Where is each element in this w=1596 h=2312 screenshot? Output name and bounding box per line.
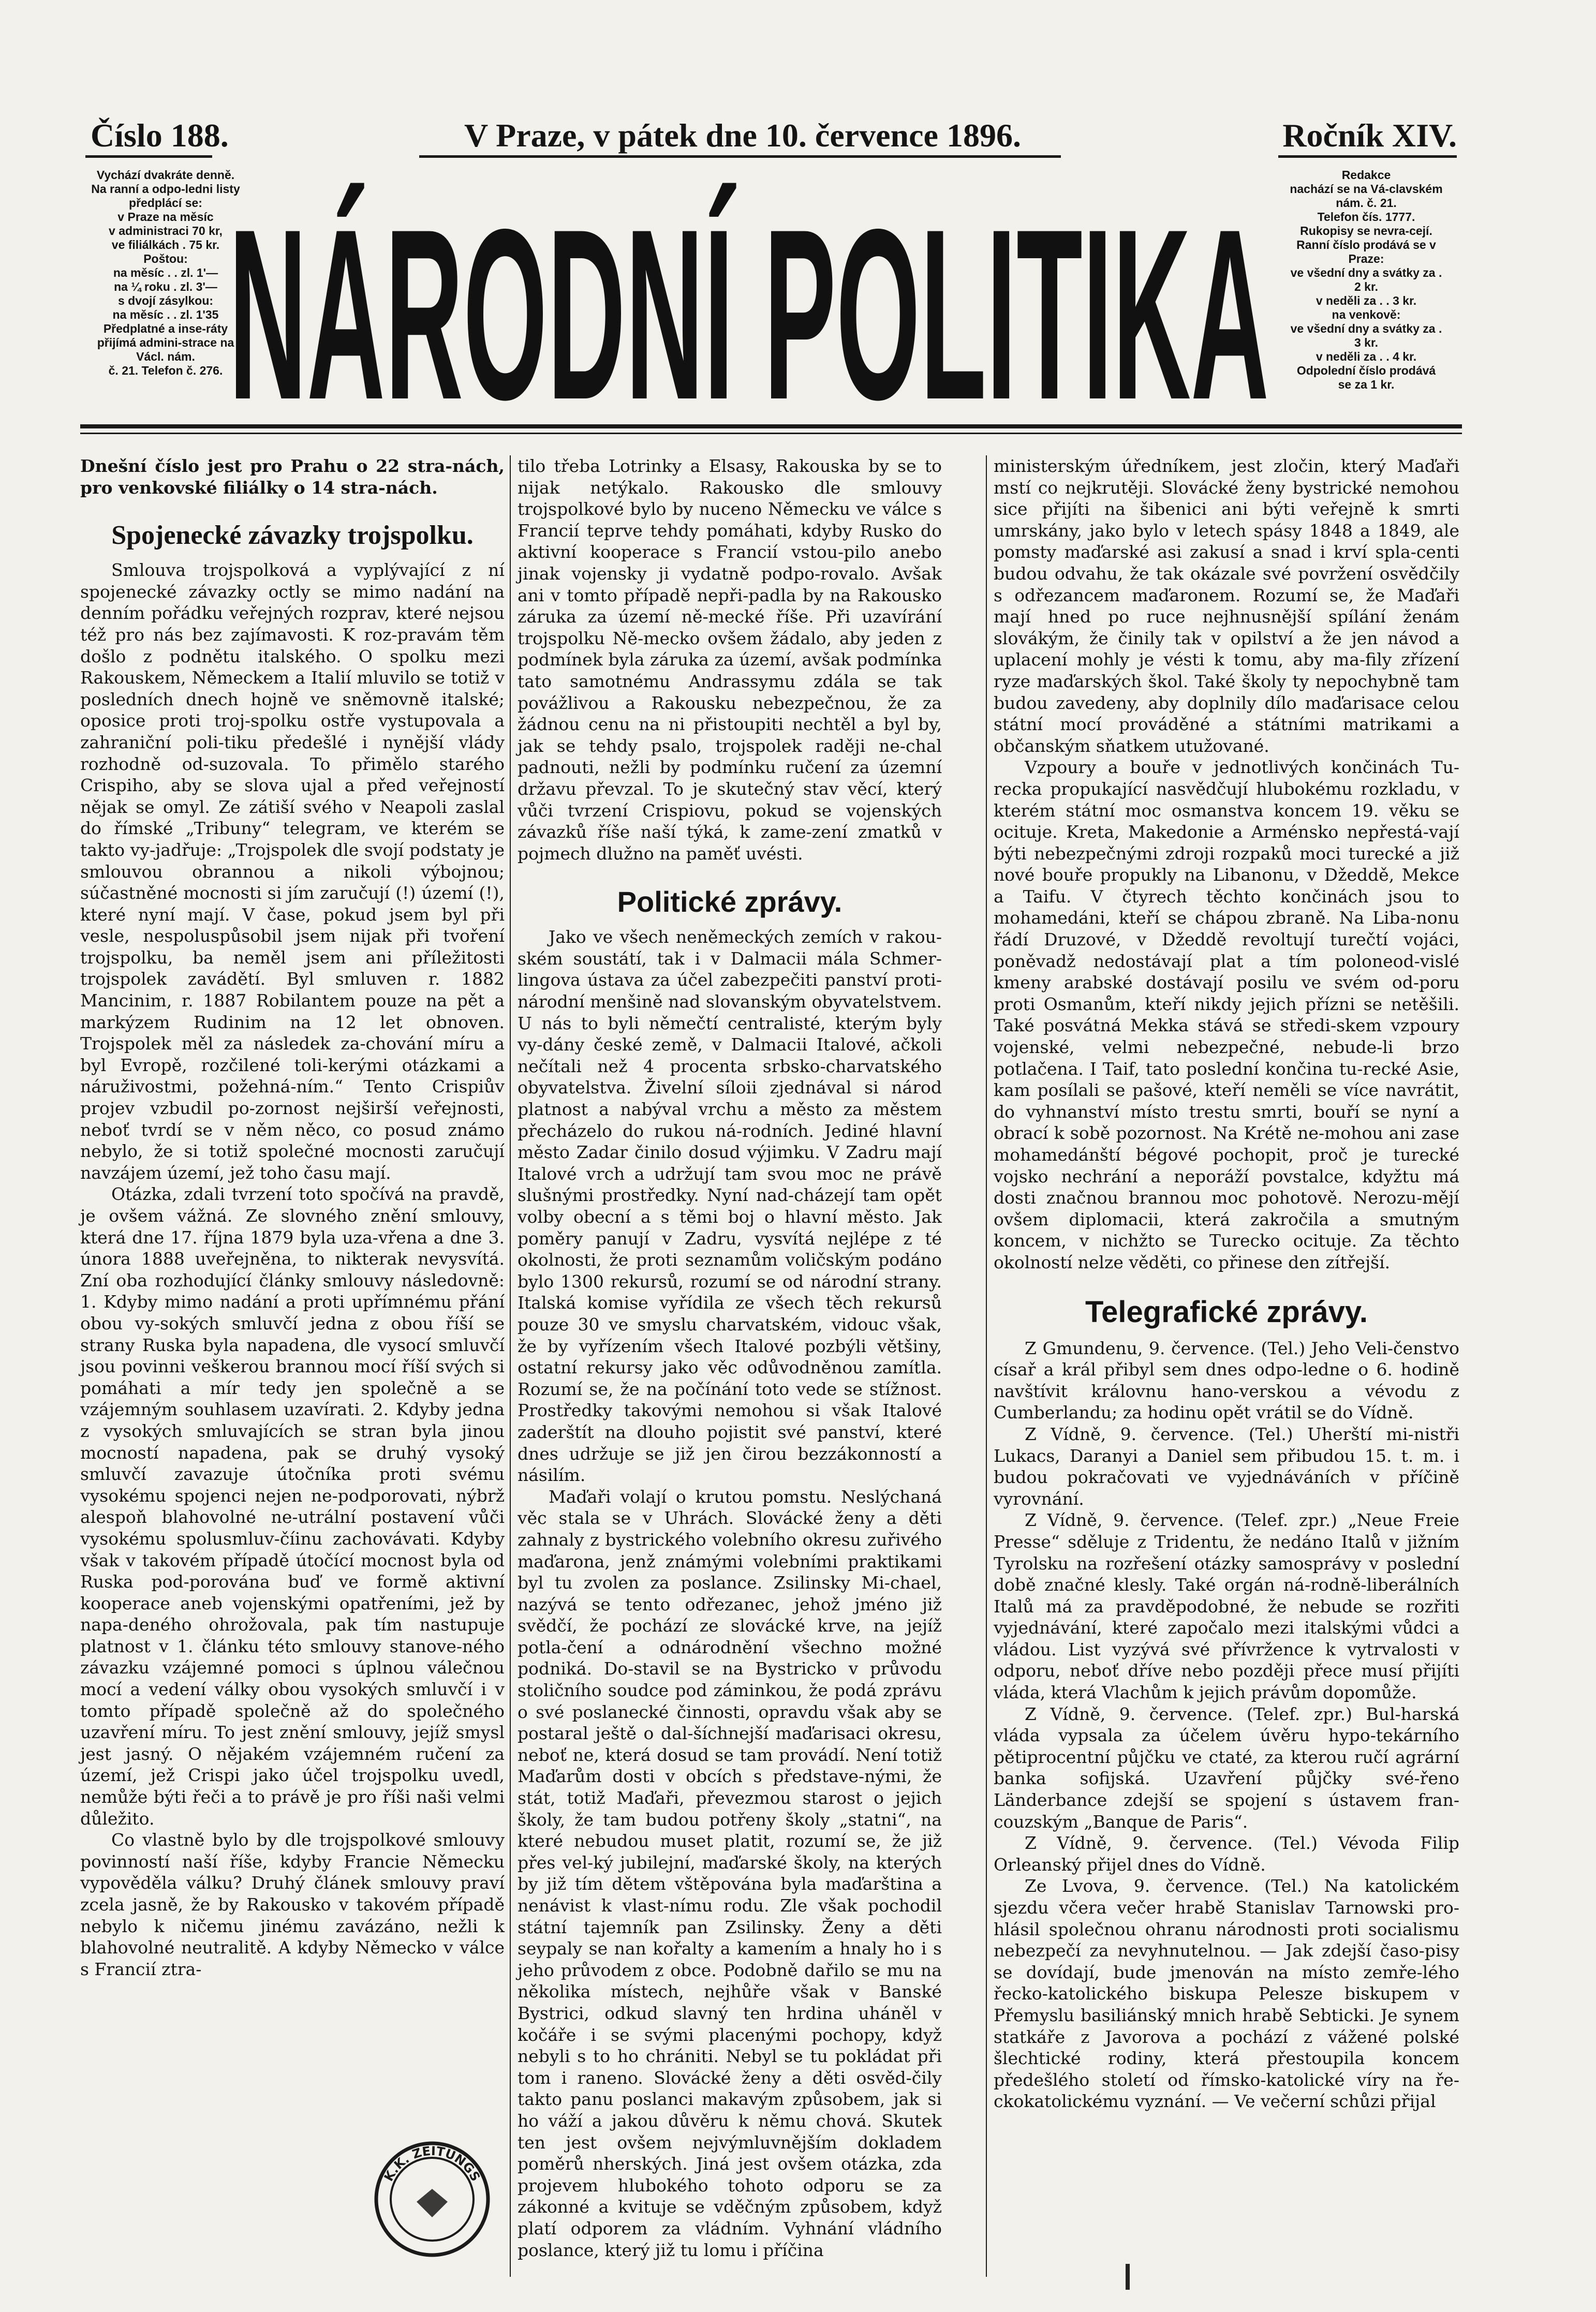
column-2 — [518, 455, 942, 2261]
article-heading-triple-alliance: Spojenecké závazky trojspolku. — [111, 521, 474, 551]
section-heading-telegraphic-news: Telegrafické zprávy. — [1085, 1295, 1368, 1329]
news-paragraph: ministerským úředníkem, jest zločin, který Maďaři mstí co nejkrutěji. Slovácké ženy bystrické nemohou sice přijíti na šibenici ani býti veřejně k smrti umrskány, jako bylo v letech spásy 1848 a 1849, ale pomsty maďarské asi zakusí a snad i krví spla-centi budou odvahu, že tak okázale své povržení osvědčily s odřezancem maďaronem. Rozumí se, že Maďaři mají hned po ruce nejhnusnější spílání ženám slovákým, že činily tak v opilství a že jen návod a uplacení mohly je vésti k tomu, aby ma-fily zřízení ryze maďarských škol. Také školy ty nepochybně tam budou zavedeny, aby doplnily dílo maďarisace celou státní mocí prováděné a státními matrikami a občanským sňatkem utužované. — [994, 456, 1459, 756]
header-rule-left — [85, 155, 212, 158]
masthead-double-rule-top — [80, 424, 1462, 428]
header-rule-right — [1278, 155, 1457, 158]
news-paragraph: Vzpoury a bouře v jednotlivých končinách Tu-recka propukající nasvědčují hlubokému rozkladu, v kterém státní moc osmanstva koncem 19. věku se ocituje. Kreta, Makedonie a Arménsko nepřestá-vají býti nebezpečnými zdroji rozpaků moci turecké a již nové bouře propukly na Libanonu, v Džeddě, Mekce a Taifu. V čtyrech těchto končinách jsou to mohamedáni, kteří se chápou zbraně. Na Liba-nonu řádí Druzové, v Džeddě revoltují turečtí vojáci, poněvadž nedostávají plat a tím poloneod-vislé kmeny arabské dostávají posilu ve svém od-poru proti Osmanům, kteří nikdy jejich přízni se netěšili. Také posvátná Mekka stává se středi-skem vzpoury vojenské, velmi nebezpečné, nebude-li brzo potlačena. I Taif, tato poslední končina tu-recké Asie, kam posílali se pašové, kteří neměli se více navrátit, do vyhnanství místo trestu smrti, bouří se nyní a obrací k sobě pozornost. Na Krétě ne-mohou ani zase mohamedánští bégové pochopit, proč je turecké vojsko nechrání a neporáží povstalce, kdyžtu má dosti značnou brannou moc pohotově. Nerozu-mějí ovšem diplomacii, která zakročila a smutným koncem, v nichžto se Turecko ocituje. Za těchto okolností nelze věděti, co přinese den zítřejší. — [994, 757, 1459, 1272]
volume-number: Ročník XIV. — [1282, 117, 1457, 154]
telegram-paragraph: Z Vídně, 9. července. (Tel.) Uherští mi-nistři Lukacs, Daranyi a Daniel sem přibudou 15. t. m. i budou pokračovati ve vyjednáváních v příčině vyrovnání. — [994, 1424, 1459, 1509]
library-stamp — [373, 2140, 492, 2259]
article-paragraph: Otázka, zdali tvrzení toto spočívá na pravdě, je ovšem vážná. Ze slovného znění smlouvy, která dne 17. října 1879 byla uza-vřena a dne 3. února 1888 uveřejněna, to nikterak nevysvítá. Zní oba rozhodující články smlouvy následovně: 1. Kdyby mimo nadání a proti upřímnému přání obou vy-sokých smluvčí jedna z obou říší se strany Ruska byla napadena, dle vysocí smluvčí jsou povinni veškerou brannou mocí říší svých si pomáhati a mír tedy jen společně a se vzájemným souhlasem uzavírati. 2. Kdyby jedna z vysokých smluvajících se stran byla jinou mocností napadena, pak se druhý vysoký smluvčí zavazuje útočníka proti svému vysokému spojenci nejen ne-podporovati, nýbrž alespoň blahovolné ne-utrální postavení vůči vysokému spolusmluv-číinu zachovávati. Kdyby však v takovém případě útočící mocnost byla od Ruska pod-porována buď ve formě aktivní kooperace aneb vojenskými opatřeními, jež by napa-deného ohrožovala, pak tím nastupuje platnost v 1. článku této smlouvy stanove-ného závazku vzájemné pomoci s úplnou válečnou mocí a vedení války obou vysokých smluvčí i v tomto případě společně až do společného uzavření míru. To jest znění smlouvy, jejíž smysl jest jasný. O nějakém vzájemném ručení za území, jež Crispi jako účel trojspolku uvedl, nemůže býti řeči a to právě je pro říši naši velmi důležito. — [80, 1184, 505, 1829]
print-mark — [1126, 2264, 1130, 2290]
svg-text:K.K. ZEITUNGS — [381, 2144, 483, 2184]
article-paragraph: Co vlastně bylo by dle trojspolkové smlouvy povinností naší říše, kdyby Francie Německu vypověděla válku? Druhý článek smlouvy praví zcela jasně, že by Rakousko v takovém případě nebylo k ničemu jinému zavázáno, nežli k blahovolné neutralitě. A kdyby Německo v válce s Francií ztra- — [80, 1830, 505, 1979]
column-rule-2 — [986, 455, 987, 2277]
masthead-text: NÁRODNÍ POLITIKA — [229, 179, 1269, 411]
page-count-notice: Dnešní číslo jest pro Prahu o 22 strа-nách, pro venkovské filiálky o 14 stra-nách. — [80, 456, 505, 498]
editorial-info: Redakce nachází se na Vá-clavském nám. č. 21. Telefon čís. 1777. Rukopisy se nevra-cejí. Ranní číslo prodává se v Praze: ve všední dny a svátky za . 2 kr. v neděli za . . 3 kr. na venkově: ve všední dny a svátky za . 3 kr. v neděli za . . 4 kr. Odpolední číslo prodává se za 1 kr. — [1290, 168, 1443, 391]
masthead-double-rule-bottom — [80, 433, 1462, 434]
header-rule-center — [419, 155, 1061, 158]
masthead-title — [220, 168, 1278, 411]
stamp-text: K.K. ZEITUNGS — [381, 2143, 483, 2184]
subscription-info: Vychází dvakráte denně. Na ranní a odpo-ledni listy předplácí se: v Praze na měsíc v administraci 70 kr, ve filiálkách . 75 kr. Poštou: na měsíc . . zl. 1'— na ¼ roku . zl. 3'— s dvojí zásylkou: na měsíc . . zl. 1'35 Předplatné a inse-ráty přijímá admini-strace na Václ. nám. č. 21. Telefon č. 276. — [91, 168, 240, 377]
telegram-paragraph: Z Gmundenu, 9. července. (Tel.) Jeho Veli-čenstvo císař a král přibyl sem dnes odpo-ledne o 6. hodině navštívit královnu hano-verskou a vévodu z Cumberlandu; za hodinu opět vrátil se do Vídně. — [994, 1338, 1459, 1423]
telegram-paragraph: Ze Lvova, 9. července. (Tel.) Na katolickém sjezdu včera večer hrabě Stanislav Tarnowski pro-hlásil společnou ohranu národnosti proti socialismu nebezpečí za nevyhnutelnou. — Jak zdejší časo-pisy se dovídají, bude jmenován na místo zemře-lého řecko-katolického biskupa Pelesze biskupem v Přemyslu basiliánský mnich hrabě Sebticki. Je synem statkáře z Javorova a pochází z vážené polské šlechtické rodiny, která přestoupila koncem předešlého století od římsko-katolické víry na ře-ckokatolickému vyznání. — Ve večerní schůzi přijal — [994, 1876, 1459, 2112]
column-1 — [80, 455, 505, 1980]
column-3 — [994, 455, 1459, 2112]
column-rule-1 — [510, 455, 511, 2277]
telegram-paragraph: Z Vídně, 9. července. (Tel.) Vévoda Filip Orleanský přijel dnes do Vídně. — [994, 1833, 1459, 1875]
article-paragraph: tilo třeba Lotrinky a Elsasy, Rakouska by se to nijak netýkalo. Rakousko dle smlouvy trojspolkové bylo by nuceno Německu ve válce s Francií teprve tehdy pomáhati, kdyby Rusko do aktivní kooperace s Francií vstou-pilo anebo jinak vojensky ji vydatně podpo-rovalo. Avšak ani v tomto případě nepři-padla by na Rakousko záruka za území ně-mecké říše. Při uzavírání trojspolku Ně-mecko ovšem žádalo, aby jeden z podmínek byla záruka za území, avšak podmínka tato samotnému Andrassymu zdála se tak povážlivou a Rakousku nebezpečnou, že za žádnou cenu na ni přistoupiti nechtěl a byl by, jak se tehdy psalo, trojspolek raději ne-chal padnouti, nežli by podmínku ručení za územní državu převzal. To je skutečný stav věcí, který vůči tvrzení Crispiovu, pokud se vojenských závazků říše naší týká, k zame-zení zmatků v pojmech dlužno na paměť uvésti. — [518, 456, 942, 864]
issue-number: Číslo 188. — [91, 117, 229, 154]
telegram-paragraph: Z Vídně, 9. července. (Telef. zpr.) „Neue Freie Presse“ sděluje z Tridentu, že nedáno Italů v jižním Tyrolsku na rozřešení otázky samosprávy v poslední době značné klesly. Také orgán ná-rodně-liberálních Italů má za pravděpodobné, že nebude se rozřiti vyjednávání, které započalo mezi italskými vůdci a vládou. List vyzývá své přívržence k vytrvalosti v odporu, neboť dříve nebo později přece musí přijíti vláda, která Vlachům k jejich právům dopomůže. — [994, 1510, 1459, 1703]
section-heading-political-news: Politické zprávy. — [617, 885, 843, 918]
dateline: V Praze, v pátek dne 10. července 1896. — [464, 117, 1021, 154]
article-paragraph: Smlouva trojspolková a vyplývající z ní spojenecké závazky octly se mimo nadání na denním pořádku veřejných rozprav, které nejsou též pro nás bez zajímavosti. K roz-pravám těm došlo z podnětu italského. O spolku mezi Rakouskem, Německem a Italií mluvilo se totiž v posledních dnech hojně ve sněmovně italské; oposice proti troj-spolku ostře vystupovala a zahraniční poli-tiku předešlé i nynější vlády rozhodně od-suzovala. To přimělo starého Crispiho, aby se slova ujal a před veřejností nějak se omyl. Ze zátiší svého v Neapoli zaslal do římské „Tribuny“ telegram, ve kterém se takto vy-jadřuje: „Trojspolek dle svojí podstaty je smlouvou obrannou a nikoli výbojnou; súčastněné mocnosti si jím zaručují (!) území (!), které nyní mají. V čase, pokud jsem byl při vesle, nespoluspůsobil jsem nijak při tvoření trojspolku, ba neměl jsem ani příležitosti trojspolek zavádětí. Byl smluven r. 1882 Mancinim, r. 1887 Robilantem pouze na pět a markýzem Rudinim na 12 let obnoven. Trojspolek měl za následek za-chování míru a byl Evropě, rozčilené toli-kerými otázkami a náruživostmi, požehná-ním.“ Tento Crispiův projev vzbudil po-zornost nejširší veřejnosti, neboť tvrdí se v něm něco, co posud známo nebylo, že si totiž společné mocnosti zaručují navzájem území, jež toho času mají. — [80, 560, 505, 1183]
telegram-paragraph: Z Vídně, 9. července. (Telef. zpr.) Bul-harská vláda vypsala za účelem úvěru hypo-tekárního pětiprocentní půjčku ve ctaté, za kterou ručí agrární banka sofijská. Uzavření půjčky své-řeno Länderbance zdejší se spojení s ústavem fran-couzským „Banque de Paris“. — [994, 1703, 1459, 1832]
news-paragraph: Maďaři volají o krutou pomstu. Neslýchaná věc stala se v Uhrách. Slovácké ženy a děti zahnaly z bystrického volebního okresu zuřivého maďarona, jenž známými volebními praktikami byl tu zvolen za poslance. Zsilinsky Mi-chael, nazývá se tento odřezanec, jehož jméno již svědčí, že pochází ze slovácké krve, na jejíž potla-čení a odnárodnění všechno možné podniká. Do-stavil se na Bystricko v průvodu stoličního soudce pod záminkou, že podá zprávu o své poslanecké činnosti, opravdu však aby se postaral ještě o dal-šíchnejší maďarisaci okresu, neboť ne, která dosud se tam provádí. Není totiž Maďarům dosti v obcích s představe-nými, že stát, totiž Maďaři, převezmou starost o jejich školy, že tam budou potřeny školy „statni“, na které nebudou muset platit, rozumí se, že již přes vel-ký jubilejní, maďarské školy, na kterých by již tím dětem vštěpována byla maďarština a nenávist k vlast-nímu rodu. Zle však pochodil státní tajemník pan Zsilinsky. Ženy a děti seypaly se nan kořalty a kamením a hnaly ho i s jeho průvodem z obce. Podobně dařilo se mu na několika místech, nejhůře však v Banské Bystrici, odkud slavný ten hrdina uháněl v kočáře i se svými placenými pochopy, když nebyli s to ho chrániti. Nebyl se tu pokládat při tom i raneno. Slovácké ženy a děti osvěd-čily takto panu poslanci makavým způsobem, jak si ho váží a jakou důvěru k němu chová. Skutek ten jest ovšem nejvýmluvnějším dokladem poměrů nherských. Jiná jest ovšem otázka, zda projevem hlubokého tohoto odporu se za zákonné a kvituje se vděčným způsobem, když platí odporem za vládním. Vyhnání vládního poslance, který již tu lomu i příčina — [518, 1486, 942, 2260]
news-paragraph: Jako ve všech neněmeckých zemích v rakou-ském soustátí, tak i v Dalmacii mála Schmer-lingova ústava za účel zabezpečiti panství proti-národní menšině nad slovanským obyvatelstvem. U nás to byli němečtí centralisté, kterým byly vy-dány české země, v Dalmacii Italové, ačkoli nečítali než 4 procenta srbsko-charvatského obyvatelstva. Živelní síloii zjednával si národ platnost a nabýval vrchu a město za městem přecházelo do rukou ná-rodních. Jediné hlavní město Zadar činilo dosud výjimku. V Zadru mají Italové vrch a udržují tam svou moc ne právě slušnými prostředky. Nyní nad-cházejí tam opět volby obecní a s těmi boj o hlavní město. Jak poměry panují v Zadru, vysvítá nejlépe z té okolnosti, že proti seznamům voličským podáno bylo 1300 rekursů, rozumí se od národní strany. Italská komise vyřídila ze všech těch rekursů pouze 30 ve smyslu charvatském, vidouc však, že by vyřízením všech Italové pozbýli většiny, ostatní rekursy jako věc odůvodněnou zamítla. Rozumí se, že na počínání toto vede se stížnost. Prostředky takovými nemohou si však Italové zaderštít na dlouho pojistit své panství, které dnes udržuje se již jen čirou bezzákonností a násilím. — [518, 927, 942, 1486]
